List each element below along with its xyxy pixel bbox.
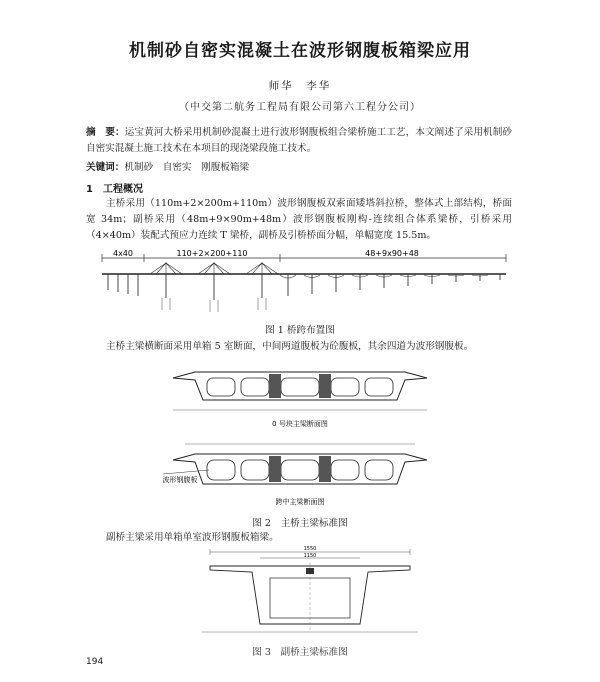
corrugated-web-callout: 波形钢腹板 bbox=[162, 476, 198, 484]
keywords-label: 关键词： bbox=[86, 162, 125, 173]
page-number: 194 bbox=[86, 657, 104, 667]
figure3-caption: 图 3 副桥主梁标准图 bbox=[252, 647, 348, 658]
bridge-elevation-figure bbox=[100, 248, 510, 318]
authors: 师华 李华 bbox=[268, 80, 332, 92]
span-label-main: 110+2×200+110 bbox=[176, 249, 248, 258]
paragraph-side-girder: 副桥主梁采用单箱单室波形钢腹板箱梁。 bbox=[106, 532, 279, 543]
section-heading: 1 工程概况 bbox=[86, 184, 143, 195]
paper-title: 机制砂自密实混凝土在波形钢腹板箱梁应用 bbox=[129, 41, 471, 61]
span-label-right: 48+9x90+48 bbox=[365, 249, 419, 258]
figure1-caption: 图 1 桥跨布置图 bbox=[265, 325, 335, 336]
figure2-caption: 图 2 主桥主梁标准图 bbox=[252, 518, 348, 529]
keywords bbox=[86, 160, 512, 176]
midspan-section-label: 跨中主梁断面图 bbox=[275, 498, 325, 506]
main-girder-section-midspan bbox=[162, 440, 435, 510]
section-paragraph: 主桥采用（110m+2×200m+110m）波形钢腹板双索面矮塔斜拉桥，整体式上部结构，桥面宽 34m；副桥采用（48m+9×90m+48m）波形钢腹板刚构-连续组合体系梁桥，引桥采用（4×40m）装配式预应力连续 T 梁桥，副桥及引桥桥面分幅，单幅宽度 15.5m。 bbox=[86, 198, 512, 241]
abstract-label: 摘 要： bbox=[86, 127, 125, 138]
main-girder-section-zero-block bbox=[165, 360, 435, 430]
zero-block-section-label: 0 号块主梁断面图 bbox=[272, 420, 328, 428]
abstract bbox=[86, 125, 512, 157]
dim-top: 1550 bbox=[303, 546, 317, 552]
keywords-text: 机制砂 自密实 刚腹板箱梁 bbox=[124, 162, 250, 173]
dim-inner: 1150 bbox=[303, 553, 317, 559]
span-label-left: 4x40 bbox=[112, 249, 134, 258]
paragraph-main-girder: 主桥主梁横断面采用单箱 5 室断面，中间两道腹板为砼腹板，其余四道为波形钢腹板。 bbox=[106, 341, 474, 352]
side-girder-section-figure bbox=[200, 546, 420, 636]
abstract-text: 运宝黄河大桥采用机制砂混凝土进行波形钢腹板组合梁桥施工工艺，本文阐述了采用机制砂自密实混凝土施工技术在本项目的现浇梁段施工技术。 bbox=[86, 127, 513, 154]
affiliation: （中交第二航务工程局有限公司第六工程分公司） bbox=[179, 102, 421, 113]
